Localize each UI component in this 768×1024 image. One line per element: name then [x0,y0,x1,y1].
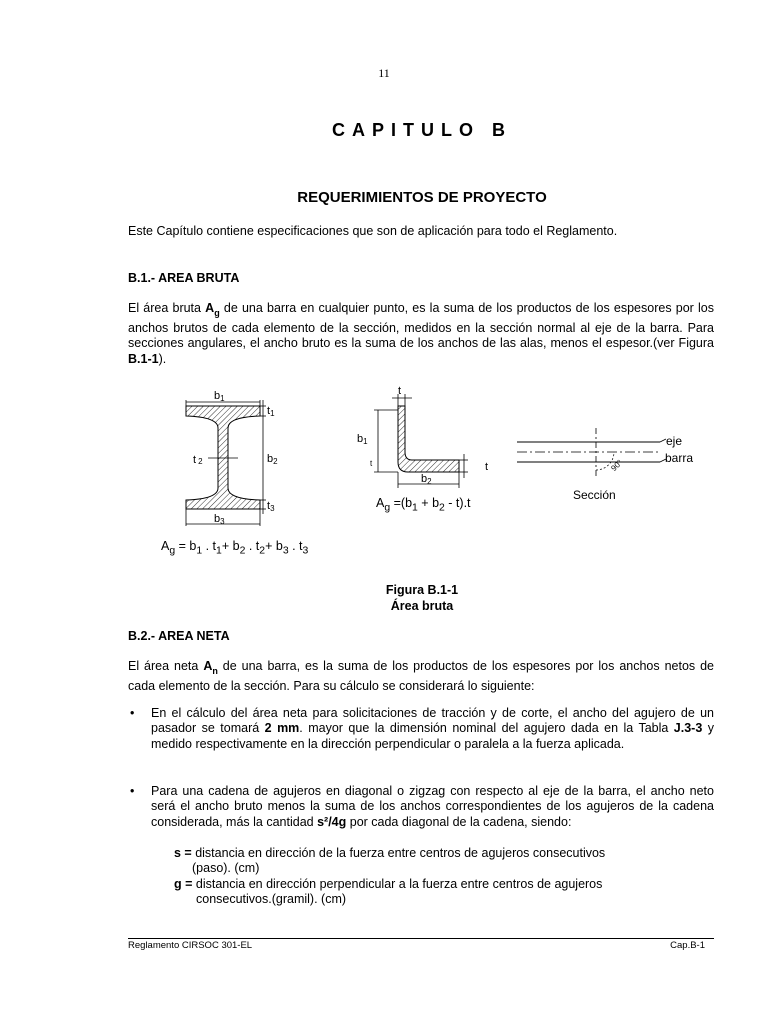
footer-right: Cap.B-1 [670,940,705,951]
figure-caption-title: Área bruta [390,598,454,613]
section-b1-paragraph: El área bruta $A_g$ de una barra en cualquier punto, es la suma de los productos de los espesores por los anchos brutos de cada elemento de la sección, medidos en la sección normal al eje de la barra. Para secciones angulares, el ancho bruto es la suma de los anchos de las alas, menos el espesor.(ver Figura B.1-1). [128,301,714,366]
page-number: 11 [378,66,390,80]
bullet-item: Para una cadena de agujeros en diagonal o zigzag con respecto al eje de la barra, el ancho neto será el ancho bruto menos la suma de los anchos correspondientes de los agujeros de la cadena considerada, más la cantidad s²/4g por cada diagonal de la cadena, siendo: [151,784,714,829]
ibeam-b2-label: b2 [267,453,278,466]
section-b2-paragraph: El área neta $A_n$ de una barra, es la suma de los productos de los espesores por los anchos netos de cada elemento de la sección. Para su cálculo se considerará lo siguiente: [128,659,714,693]
eje-label: eje [666,434,683,448]
definition-s: s = distancia en dirección de la fuerza entre centros de agujeros consecutivos (paso). (cm) [174,846,606,876]
angle-b1-label: b1 [357,433,368,446]
ibeam-t2-label: t 2 [193,454,203,466]
figure-b1-1 [150,380,710,560]
barra-label: barra [665,451,694,465]
angle-area-formula: $A_g =(b_1 + b_2 - t).t$ [376,496,471,514]
section-b1-heading: B.1.- AREA BRUTA [128,271,240,285]
definition-g: g = distancia en dirección perpendicular a la fuerza entre centros de agujeros consecutivos.(gramil). (cm) [174,877,603,907]
ibeam-t1-label: t1 [267,405,275,418]
figure-caption [0,583,768,614]
angle-t-right-label: t [485,461,489,473]
intro-paragraph: Este Capítulo contiene especificaciones que son de aplicación para todo el Reglamento. [128,224,618,238]
figure-caption-number: Figura B.1-1 [385,583,459,597]
angle-section [357,385,488,488]
bar-section-diagram [517,428,693,502]
main-title: REQUERIMIENTOS DE PROYECTO [297,189,547,206]
footer-divider [128,938,714,939]
angle-t-side-label: t [370,459,373,468]
bullet-marker: • [130,784,135,798]
right-angle-label: 90° [609,458,625,473]
chapter-title: CAPITULO B [332,120,512,140]
bullet-marker: • [130,706,135,720]
section-b2-heading: B.2.- AREA NETA [128,629,230,643]
ibeam-t3-label: t3 [267,500,275,513]
ibeam-b3-label: b3 [214,513,225,526]
ibeam-b1-label: b1 [214,390,225,403]
seccion-label: Sección [573,488,616,502]
angle-b2-label: b2 [421,473,432,486]
footer-left: Reglamento CIRSOC 301-EL [128,940,253,951]
ibeam-section [186,390,278,526]
ibeam-area-formula: $A_g = b_1$ . $t_1+ b_2$ . $t_2+ b_3$ . $t_3$ [161,539,309,557]
angle-t-top-label: t [398,385,402,397]
bullet-item: En el cálculo del área neta para solicitaciones de tracción y de corte, el ancho del agujero de un pasador se tomará 2 mm. mayor que la dimensión nominal del agujero dada en la Tabla J.3-3 y medido respectivamente en la dirección perpendicular o paralela a la fuerza aplicada. [151,706,714,751]
